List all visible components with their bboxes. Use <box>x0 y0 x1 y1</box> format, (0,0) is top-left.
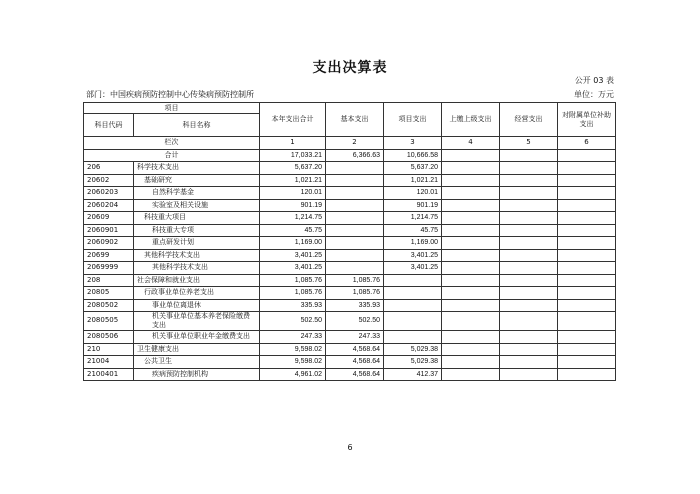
seq-label: 栏次 <box>84 137 260 150</box>
row-name: 其他科学技术支出 <box>134 249 260 262</box>
row-basic <box>326 262 384 275</box>
seq-cell: 5 <box>500 137 558 150</box>
empty-cell <box>500 368 558 381</box>
col-code-header: 科目代码 <box>84 114 134 137</box>
table-row <box>84 368 616 381</box>
col-name-header: 科目名称 <box>134 114 260 137</box>
empty-cell <box>442 249 500 262</box>
empty-cell <box>558 187 616 200</box>
empty-cell <box>558 237 616 250</box>
row-code: 208 <box>84 274 134 287</box>
empty-cell <box>558 299 616 312</box>
table-row <box>84 249 616 262</box>
row-code: 20609 <box>84 212 134 225</box>
row-total: 3,401.25 <box>260 262 326 275</box>
row-total: 4,961.02 <box>260 368 326 381</box>
seq-cell: 3 <box>384 137 442 150</box>
empty-cell <box>442 331 500 344</box>
row-code: 2060902 <box>84 237 134 250</box>
empty-cell <box>442 237 500 250</box>
row-name: 科技重大项目 <box>134 212 260 225</box>
row-project: 1,169.00 <box>384 237 442 250</box>
table-row <box>84 237 616 250</box>
empty-cell <box>558 368 616 381</box>
row-basic <box>326 187 384 200</box>
empty-cell <box>500 237 558 250</box>
row-basic: 335.93 <box>326 299 384 312</box>
empty-cell <box>558 331 616 344</box>
empty-cell <box>500 312 558 331</box>
empty-cell <box>558 249 616 262</box>
seq-cell: 4 <box>442 137 500 150</box>
row-basic: 1,085.76 <box>326 287 384 300</box>
row-name: 卫生健康支出 <box>134 343 260 356</box>
row-name: 疾病预防控制机构 <box>134 368 260 381</box>
empty-cell <box>558 312 616 331</box>
empty-cell <box>442 162 500 175</box>
empty-cell <box>558 343 616 356</box>
table-row <box>84 356 616 369</box>
empty-cell <box>500 187 558 200</box>
row-basic <box>326 199 384 212</box>
row-name: 实验室及相关设施 <box>134 199 260 212</box>
empty-cell <box>442 224 500 237</box>
col-upper-header: 上缴上级支出 <box>442 103 500 137</box>
row-name: 行政事业单位养老支出 <box>134 287 260 300</box>
empty-cell <box>500 224 558 237</box>
total-amount: 17,033.21 <box>260 149 326 162</box>
department-label: 部门：中国疾病预防控制中心传染病预防控制所 <box>86 90 254 99</box>
row-project: 901.19 <box>384 199 442 212</box>
row-basic: 4,568.64 <box>326 368 384 381</box>
row-code: 2069999 <box>84 262 134 275</box>
table-row <box>84 331 616 344</box>
col-business-header: 经营支出 <box>500 103 558 137</box>
empty-cell <box>558 287 616 300</box>
table-row <box>84 287 616 300</box>
table-row <box>84 187 616 200</box>
total-project: 10,666.58 <box>384 149 442 162</box>
row-name: 机关事业单位基本养老保险缴费支出 <box>134 312 260 331</box>
row-code: 210 <box>84 343 134 356</box>
table-row <box>84 299 616 312</box>
row-total: 1,085.76 <box>260 274 326 287</box>
row-code: 2060204 <box>84 199 134 212</box>
empty-cell <box>500 199 558 212</box>
row-name: 科学技术支出 <box>134 162 260 175</box>
row-basic <box>326 212 384 225</box>
row-project: 5,637.20 <box>384 162 442 175</box>
row-code: 2060203 <box>84 187 134 200</box>
table-row <box>84 262 616 275</box>
row-basic: 247.33 <box>326 331 384 344</box>
empty-cell <box>442 299 500 312</box>
total-basic: 6,366.63 <box>326 149 384 162</box>
row-total: 120.01 <box>260 187 326 200</box>
empty-cell <box>442 274 500 287</box>
row-project: 3,401.25 <box>384 249 442 262</box>
empty-cell <box>442 287 500 300</box>
row-basic <box>326 237 384 250</box>
empty-cell <box>500 331 558 344</box>
row-code: 20699 <box>84 249 134 262</box>
row-name: 事业单位离退休 <box>134 299 260 312</box>
seq-cell: 6 <box>558 137 616 150</box>
empty-cell <box>442 174 500 187</box>
table-row <box>84 343 616 356</box>
empty-cell <box>500 162 558 175</box>
col-total-header: 本年支出合计 <box>260 103 326 137</box>
row-total: 1,085.76 <box>260 287 326 300</box>
empty-cell <box>558 199 616 212</box>
row-name: 科技重大专项 <box>134 224 260 237</box>
row-project: 1,214.75 <box>384 212 442 225</box>
row-project: 5,029.38 <box>384 356 442 369</box>
row-total: 335.93 <box>260 299 326 312</box>
row-name: 机关事业单位职业年金缴费支出 <box>134 331 260 344</box>
row-code: 20602 <box>84 174 134 187</box>
empty-cell <box>500 212 558 225</box>
row-project: 412.37 <box>384 368 442 381</box>
empty-cell <box>558 356 616 369</box>
table-row <box>84 274 616 287</box>
table-row <box>84 174 616 187</box>
row-total: 45.75 <box>260 224 326 237</box>
form-code: 公开 03 表 <box>574 76 614 85</box>
row-project: 1,021.21 <box>384 174 442 187</box>
seq-cell: 1 <box>260 137 326 150</box>
empty-cell <box>442 356 500 369</box>
empty-cell <box>442 212 500 225</box>
empty-cell <box>558 274 616 287</box>
col-subsidy-header: 对附属单位补助支出 <box>558 103 616 137</box>
empty-cell <box>500 262 558 275</box>
row-name: 公共卫生 <box>134 356 260 369</box>
empty-cell <box>558 224 616 237</box>
group-header: 项目 <box>84 103 260 114</box>
empty-cell <box>500 149 558 162</box>
row-total: 9,598.02 <box>260 356 326 369</box>
table-row <box>84 199 616 212</box>
empty-cell <box>558 162 616 175</box>
empty-cell <box>500 299 558 312</box>
row-name: 其他科学技术支出 <box>134 262 260 275</box>
table-row <box>84 212 616 225</box>
document-title: 支出决算表 <box>312 60 388 76</box>
row-total: 1,214.75 <box>260 212 326 225</box>
row-total: 3,401.25 <box>260 249 326 262</box>
row-total: 5,637.20 <box>260 162 326 175</box>
empty-cell <box>442 343 500 356</box>
empty-cell <box>558 212 616 225</box>
empty-cell <box>442 149 500 162</box>
seq-cell: 2 <box>326 137 384 150</box>
empty-cell <box>500 249 558 262</box>
col-project-header: 项目支出 <box>384 103 442 137</box>
col-basic-header: 基本支出 <box>326 103 384 137</box>
empty-cell <box>442 262 500 275</box>
row-project <box>384 287 442 300</box>
empty-cell <box>558 262 616 275</box>
table-row <box>84 312 616 331</box>
row-code: 206 <box>84 162 134 175</box>
row-total: 901.19 <box>260 199 326 212</box>
row-total: 9,598.02 <box>260 343 326 356</box>
empty-cell <box>442 368 500 381</box>
row-code: 2080506 <box>84 331 134 344</box>
row-project: 120.01 <box>384 187 442 200</box>
row-project <box>384 312 442 331</box>
row-code: 2060901 <box>84 224 134 237</box>
table-row <box>84 224 616 237</box>
row-code: 2080502 <box>84 299 134 312</box>
empty-cell <box>558 149 616 162</box>
empty-cell <box>442 312 500 331</box>
empty-cell <box>500 274 558 287</box>
row-name: 基础研究 <box>134 174 260 187</box>
row-basic: 4,568.64 <box>326 356 384 369</box>
row-project <box>384 331 442 344</box>
row-project <box>384 274 442 287</box>
empty-cell <box>500 356 558 369</box>
row-basic <box>326 249 384 262</box>
row-code: 20805 <box>84 287 134 300</box>
row-code: 2100401 <box>84 368 134 381</box>
row-name: 自然科学基金 <box>134 187 260 200</box>
row-basic: 502.50 <box>326 312 384 331</box>
empty-cell <box>500 174 558 187</box>
page-number: 6 <box>347 443 353 452</box>
row-project: 5,029.38 <box>384 343 442 356</box>
row-basic: 1,085.76 <box>326 274 384 287</box>
row-project <box>384 299 442 312</box>
row-total: 247.33 <box>260 331 326 344</box>
empty-cell <box>442 187 500 200</box>
row-code: 2080505 <box>84 312 134 331</box>
row-code: 21004 <box>84 356 134 369</box>
table-row <box>84 162 616 175</box>
empty-cell <box>442 199 500 212</box>
row-total: 1,169.00 <box>260 237 326 250</box>
empty-cell <box>500 343 558 356</box>
row-basic <box>326 174 384 187</box>
expenditure-table <box>83 102 616 381</box>
row-total: 502.50 <box>260 312 326 331</box>
empty-cell <box>558 174 616 187</box>
row-basic <box>326 224 384 237</box>
row-project: 3,401.25 <box>384 262 442 275</box>
unit-label: 单位：万元 <box>574 90 614 99</box>
empty-cell <box>500 287 558 300</box>
row-project: 45.75 <box>384 224 442 237</box>
row-basic <box>326 162 384 175</box>
total-label: 合计 <box>84 149 260 162</box>
row-name: 重点研发计划 <box>134 237 260 250</box>
row-name: 社会保障和就业支出 <box>134 274 260 287</box>
row-total: 1,021.21 <box>260 174 326 187</box>
row-basic: 4,568.64 <box>326 343 384 356</box>
